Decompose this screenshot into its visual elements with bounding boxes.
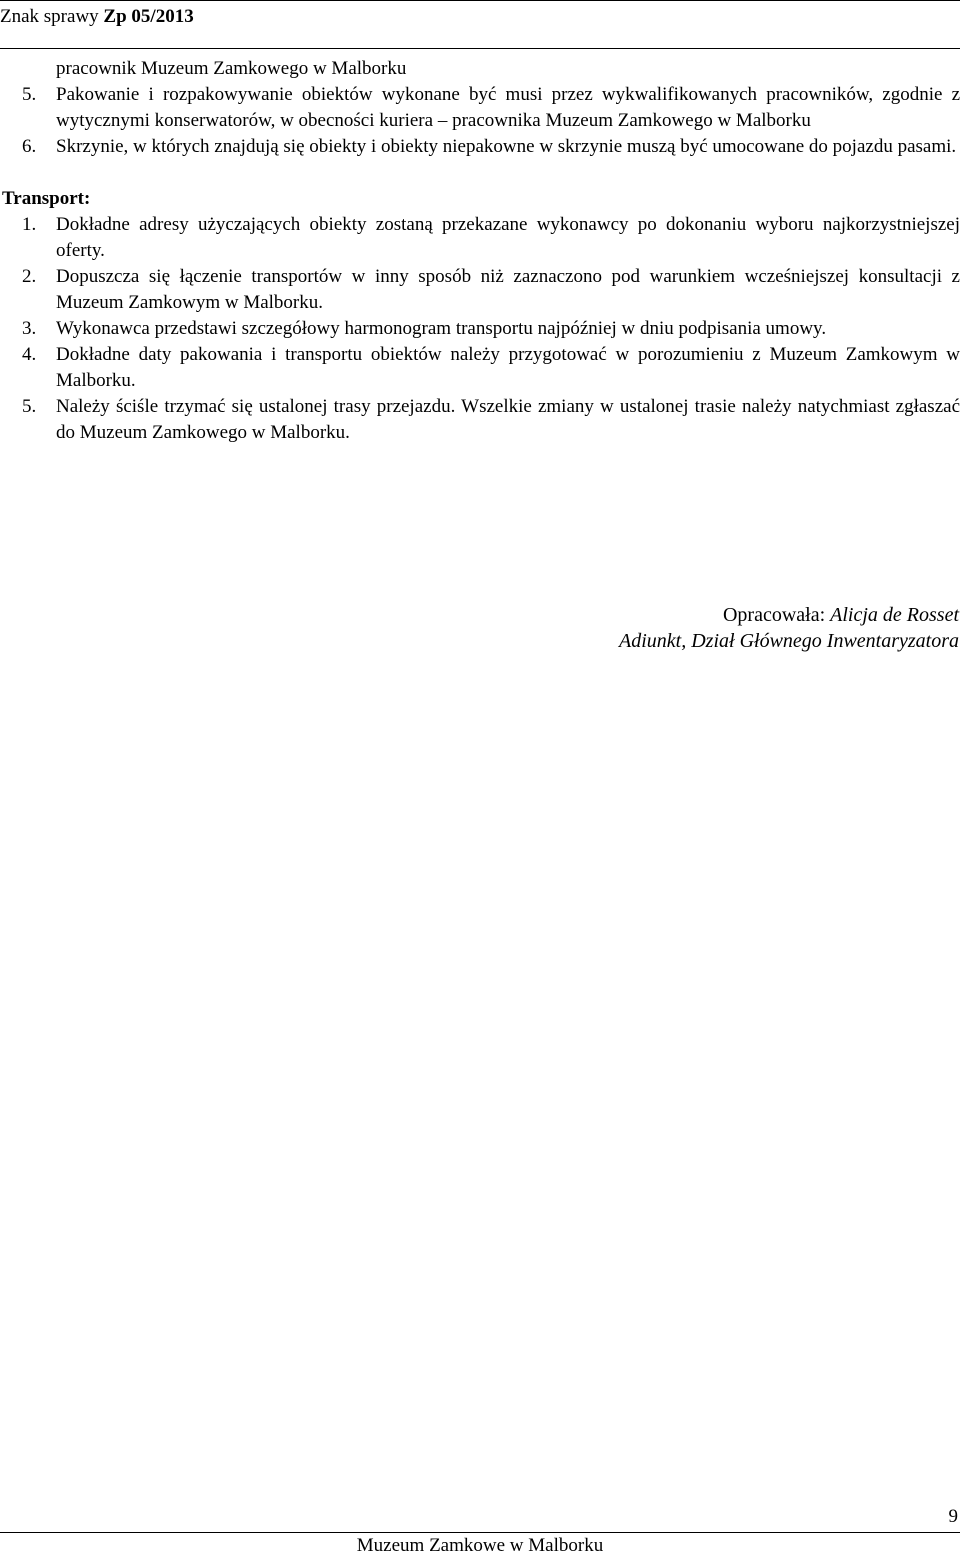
list-item — [0, 82, 960, 134]
signature-block — [619, 602, 959, 654]
list-item-text: Dokładne adresy użyczających obiekty zostaną przekazane wykonawcy po dokonaniu wyboru najkorzystniejszej oferty. — [56, 214, 960, 261]
list-item-text: Dokładne daty pakowania i transportu obiektów należy przygotować w porozumieniu z Muzeum Zamkowym w Malborku. — [56, 344, 960, 391]
transport-heading: Transport: — [2, 188, 91, 209]
list-item-number: 5. — [22, 396, 37, 417]
page-footer: Muzeum Zamkowe w Malborku — [356, 1535, 604, 1556]
signature-name: Alicja de Rosset — [830, 604, 959, 626]
list-item-text: Dopuszcza się łączenie transportów w inny sposób niż zaznaczono pod warunkiem wcześniejszej konsultacji z Muzeum Zamkowym w Malborku. — [56, 266, 960, 313]
list-item — [0, 264, 960, 316]
document-body — [0, 56, 960, 446]
list-item-number: 4. — [22, 344, 37, 365]
list-item-number: 2. — [22, 266, 37, 287]
list-item-text: Skrzynie, w których znajdują się obiekty i obiekty niepakowne w skrzynie muszą być umocowane do pojazdu pasami. — [56, 136, 957, 157]
header-top-rule — [0, 0, 960, 1]
list-item-number: 1. — [22, 214, 37, 235]
case-label: Znak sprawy — [0, 6, 104, 27]
page-number: 9 — [948, 1506, 958, 1527]
list-item — [0, 212, 960, 264]
list-item — [0, 316, 960, 342]
list-item — [0, 394, 960, 446]
header-bottom-rule — [0, 48, 960, 49]
list-item-number: 5. — [22, 84, 37, 105]
list-continuation: pracownik Muzeum Zamkowego w Malborku — [56, 58, 407, 79]
footer-rule — [0, 1532, 960, 1533]
list-item-text: Wykonawca przedstawi szczegółowy harmonogram transportu najpóźniej w dniu podpisania umowy. — [56, 318, 827, 339]
list-item-number: 6. — [22, 136, 37, 157]
signature-line — [619, 602, 959, 628]
page-header — [0, 5, 194, 29]
signature-role: Adiunkt, Dział Głównego Inwentaryzatora — [619, 630, 959, 652]
list-item-text: Należy ściśle trzymać się ustalonej trasy przejazdu. Wszelkie zmiany w ustalonej trasie należy natychmiast zgłaszać do Muzeum Zamkowego w Malborku. — [56, 396, 960, 443]
list-item-text: Pakowanie i rozpakowywanie obiektów wykonane być musi przez wykwalifikowanych pracowników, zgodnie z wytycznymi konserwatorów, w obecności kuriera – pracownika Muzeum Zamkowego w Malborku — [56, 84, 960, 131]
signature-label: Opracowała: — [722, 604, 831, 626]
case-number: Zp 05/2013 — [103, 6, 194, 27]
list-item — [0, 342, 960, 394]
list-item-number: 3. — [22, 318, 37, 339]
list-item — [0, 134, 960, 160]
